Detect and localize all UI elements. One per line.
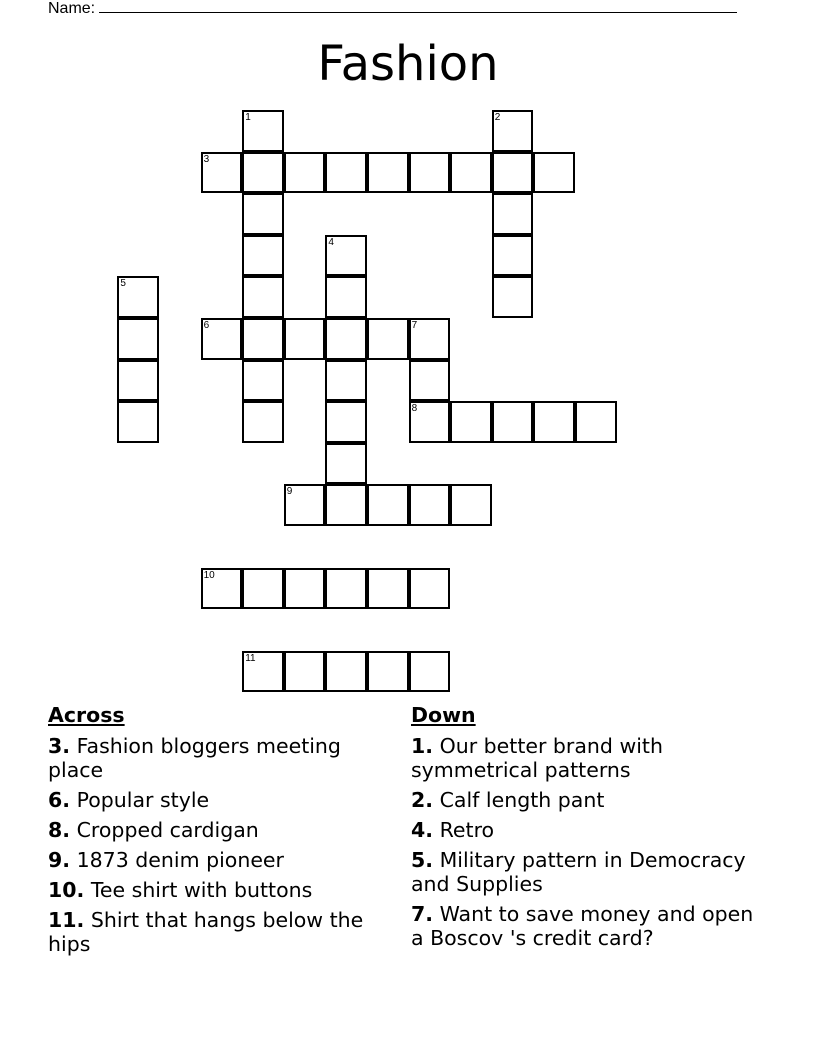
- name-label: Name:: [48, 0, 96, 17]
- grid-cell[interactable]: [242, 152, 284, 194]
- clue-number: 4: [328, 236, 334, 248]
- across-clue: [48, 734, 398, 782]
- grid-cell[interactable]: [242, 401, 284, 443]
- grid-cell[interactable]: [117, 276, 159, 318]
- grid-cell[interactable]: [242, 235, 284, 277]
- clue-num: 11.: [48, 908, 85, 932]
- clue-text: Military pattern in Democracy and Supplies: [411, 848, 746, 896]
- grid-cell[interactable]: [284, 318, 326, 360]
- grid-cell[interactable]: [409, 318, 451, 360]
- clue-text: Tee shirt with buttons: [90, 878, 313, 902]
- clue-text: 1873 denim pioneer: [76, 848, 284, 872]
- clue-text: Shirt that hangs below the hips: [48, 908, 364, 956]
- grid-cell[interactable]: [450, 401, 492, 443]
- grid-cell[interactable]: [409, 484, 451, 526]
- grid-cell[interactable]: [325, 360, 367, 402]
- grid-cell[interactable]: [367, 484, 409, 526]
- grid-cell[interactable]: [367, 651, 409, 693]
- grid-cell[interactable]: [325, 401, 367, 443]
- clue-num: 7.: [411, 902, 434, 926]
- clue-text: Our better brand with symmetrical patterns: [411, 734, 663, 782]
- grid-cell[interactable]: [284, 152, 326, 194]
- grid-cell[interactable]: [284, 651, 326, 693]
- across-clue: [48, 788, 398, 812]
- down-clue: [411, 848, 761, 896]
- across-clue: [48, 908, 398, 956]
- grid-cell[interactable]: [201, 568, 243, 610]
- grid-cell[interactable]: [117, 360, 159, 402]
- grid-cell[interactable]: [533, 152, 575, 194]
- clue-num: 5.: [411, 848, 434, 872]
- down-clue: [411, 788, 761, 812]
- clue-number: 9: [286, 486, 293, 498]
- across-clue: [48, 878, 398, 902]
- grid-cell[interactable]: [325, 651, 367, 693]
- clue-text: Popular style: [76, 788, 210, 812]
- grid-cell[interactable]: [492, 193, 534, 235]
- grid-cell[interactable]: [325, 318, 367, 360]
- grid-cell[interactable]: [117, 401, 159, 443]
- clue-num: 9.: [48, 848, 71, 872]
- clue-text: Want to save money and open a Boscov 's credit card?: [411, 902, 754, 950]
- clue-number: 5: [120, 278, 126, 290]
- grid-cell[interactable]: [325, 484, 367, 526]
- grid-cell[interactable]: [492, 401, 534, 443]
- clue-text: Fashion bloggers meeting place: [48, 734, 341, 782]
- clue-text: Retro: [439, 818, 495, 842]
- clue-number: 8: [411, 403, 418, 415]
- grid-cell[interactable]: [533, 401, 575, 443]
- grid-cell[interactable]: [492, 235, 534, 277]
- down-clue: [411, 818, 761, 842]
- grid-cell[interactable]: [450, 484, 492, 526]
- clue-num: 10.: [48, 878, 85, 902]
- clue-number: 10: [203, 569, 215, 581]
- grid-cell[interactable]: [492, 152, 534, 194]
- grid-cell[interactable]: [409, 360, 451, 402]
- down-clue: [411, 734, 761, 782]
- grid-cell[interactable]: [242, 318, 284, 360]
- clue-num: 6.: [48, 788, 71, 812]
- across-clue: [48, 818, 398, 842]
- grid-cell[interactable]: [242, 651, 284, 693]
- clue-num: 3.: [48, 734, 71, 758]
- clue-number: 3: [203, 153, 210, 165]
- clue-text: Cropped cardigan: [76, 818, 259, 842]
- grid-cell[interactable]: [201, 318, 243, 360]
- grid-cell[interactable]: [242, 568, 284, 610]
- grid-cell[interactable]: [450, 152, 492, 194]
- grid-cell[interactable]: [325, 443, 367, 485]
- down-clue: [411, 902, 761, 950]
- down-heading: Down: [411, 703, 476, 727]
- clue-num: 4.: [411, 818, 434, 842]
- grid-cell[interactable]: [325, 152, 367, 194]
- down-clues: [411, 702, 761, 956]
- grid-cell[interactable]: [325, 276, 367, 318]
- grid-cell[interactable]: [409, 651, 451, 693]
- clue-number: 1: [245, 112, 251, 123]
- grid-cell[interactable]: [575, 401, 617, 443]
- grid-cell[interactable]: [325, 235, 367, 277]
- grid-cell[interactable]: [242, 110, 284, 152]
- clue-num: 8.: [48, 818, 71, 842]
- clue-number: 7: [411, 320, 418, 331]
- grid-cell[interactable]: [492, 110, 534, 152]
- across-clue: [48, 848, 398, 872]
- clue-num: 1.: [411, 734, 434, 758]
- across-heading: Across: [48, 703, 125, 727]
- grid-cell[interactable]: [242, 360, 284, 402]
- grid-cell[interactable]: [325, 568, 367, 610]
- grid-cell[interactable]: [242, 193, 284, 235]
- clue-number: 2: [494, 112, 501, 123]
- grid-cell[interactable]: [367, 568, 409, 610]
- clue-text: Calf length pant: [439, 788, 605, 812]
- grid-cell[interactable]: [284, 568, 326, 610]
- grid-cell[interactable]: [201, 152, 243, 194]
- clue-number: 11: [245, 652, 256, 664]
- grid-cell[interactable]: [492, 276, 534, 318]
- across-clues: [48, 702, 398, 962]
- grid-cell[interactable]: [117, 318, 159, 360]
- grid-cell[interactable]: [284, 484, 326, 526]
- grid-cell[interactable]: [367, 318, 409, 360]
- grid-cell[interactable]: [367, 152, 409, 194]
- grid-cell[interactable]: [242, 276, 284, 318]
- clue-number: 6: [203, 320, 210, 331]
- grid-cell[interactable]: [409, 152, 451, 194]
- clue-num: 2.: [411, 788, 434, 812]
- grid-cell[interactable]: [409, 401, 451, 443]
- grid-cell[interactable]: [409, 568, 451, 610]
- page-title: Fashion: [317, 36, 499, 92]
